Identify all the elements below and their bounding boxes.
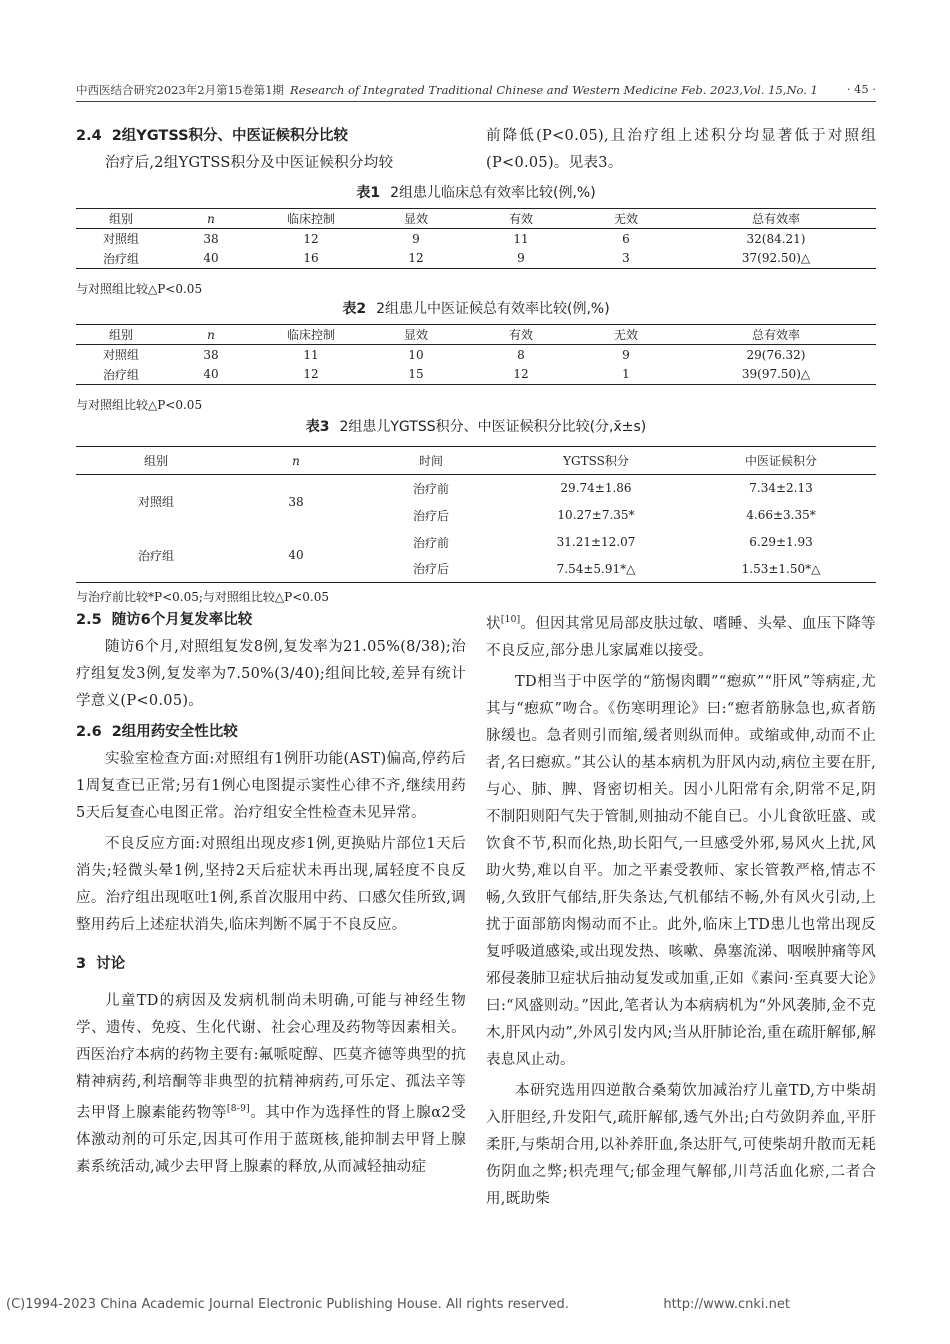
cell: 治疗前 (412, 535, 449, 550)
cell: 32(84.21) (746, 231, 806, 246)
footer-url: http://www.cnki.net (663, 1297, 790, 1312)
cell: 9 (517, 251, 525, 266)
table-1-block (76, 182, 876, 299)
col-header: 总有效率 (751, 328, 800, 342)
cell: 治疗后 (412, 562, 449, 577)
cell: 16 (303, 251, 319, 266)
cell: 7.34±2.13 (749, 481, 813, 496)
citation-ref: [10] (500, 615, 521, 625)
cell: 39(97.50)△ (741, 367, 811, 382)
citation-ref: [8-9] (226, 1104, 250, 1114)
col-header: n (207, 211, 215, 226)
cell: 40 (203, 367, 219, 382)
table-2 (76, 324, 876, 385)
col-header: 显效 (403, 212, 428, 226)
table-note: 与对照组比较△P<0.05 (76, 282, 203, 296)
cell: 38 (203, 231, 219, 246)
section-number: 3 (76, 956, 87, 972)
cell: 对照组 (102, 232, 139, 247)
col-header: 时间 (418, 454, 443, 468)
table-title: 2组患儿中医证候总有效率比较(例,%) (376, 301, 610, 317)
section-heading (76, 951, 466, 978)
paragraph: 治疗后,2组YGTSS积分及中医证候积分均较 (105, 155, 394, 171)
cell: 10.27±7.35* (557, 508, 635, 522)
cell: 12 (303, 231, 319, 246)
cell: 对照组 (102, 348, 139, 363)
n-cell: 38 (288, 494, 304, 509)
cell: 11 (513, 231, 529, 246)
cell: 治疗组 (102, 367, 139, 382)
cell: 4.66±3.35* (746, 508, 816, 522)
section-title: 随访6个月复发率比较 (111, 612, 253, 628)
table-caption (76, 298, 876, 320)
paragraph-text: 。其中作为选择性的肾上腺α2受体激动剂的可乐定,因其可作用于蓝斑核,能抑制去甲肾上腺素系统活动,减少去甲肾上腺素的释放,从而减轻抽动症 (76, 1104, 466, 1175)
section-number: 2.5 (76, 612, 102, 628)
paragraph: 本研究选用四逆散合桑菊饮加减治疗儿童TD,方中柴胡入肝胆经,升发阳气,疏肝解郁,透气外出;白芍敛阴养血,平肝柔肝,与柴胡合用,以补养肝血,条达肝气,可使柴胡升散而无耗伤阴血之弊;枳壳理气;郁金理气解郁,川芎活血化瘀,二者合用,既助柴 (486, 1082, 876, 1207)
table-row (76, 345, 876, 365)
table-title: 2组患儿YGTSS积分、中医证候积分比较(分,x̄±s) (339, 419, 647, 435)
section-title: 讨论 (96, 956, 126, 972)
paragraph: 前降低(P<0.05),且治疗组上述积分均显著低于对照组(P<0.05)。见表3。 (486, 128, 876, 171)
table-note: 与治疗前比较*P<0.05;与对照组比较△P<0.05 (76, 590, 329, 604)
table-caption (76, 182, 876, 204)
cell: 12 (513, 367, 529, 382)
paragraph: 随访6个月,对照组复发8例,复发率为21.05%(8/38);治疗组复发3例,复发率为7.50%(3/40);组间比较,差异有统计学意义(P<0.05)。 (76, 639, 466, 709)
copyright-text: (C)1994-2023 China Academic Journal Electronic Publishing House. All rights reserved. (6, 1297, 569, 1312)
table-row (76, 529, 876, 556)
table-2-block (76, 298, 876, 415)
col-header: n (207, 327, 215, 342)
section-heading (76, 607, 466, 634)
paragraph: 不良反应方面:对照组出现皮疹1例,更换贴片部位1天后消失;轻微头晕1例,坚持2天后症状未再出现,属轻度不良反应。治疗组出现呕吐1例,系首次服用中药、口感欠佳所致,调整用药后上述症状消失,临床判断不属于不良反应。 (76, 836, 466, 933)
table-caption (76, 416, 876, 438)
table-note: 与对照组比较△P<0.05 (76, 398, 203, 412)
cell: 9 (622, 347, 630, 362)
journal-citation (76, 82, 818, 98)
col-header: 临床控制 (286, 328, 335, 342)
paragraph (486, 607, 876, 665)
journal-title-en: Research of Integrated Traditional Chinese and Western Medicine Feb. 2023,Vol. 15,No. 1 (290, 83, 818, 97)
paragraph: 实验室检查方面:对照组有1例肝功能(AST)偏高,停药后1周复查已正常;另有1例心电图提示窦性心律不齐,继续用药5天后复查心电图正常。治疗组安全性检查未见异常。 (76, 751, 466, 821)
section-number: 2.6 (76, 724, 102, 740)
cell: 40 (203, 251, 219, 266)
cell: 29.74±1.86 (560, 481, 632, 496)
group-cell: 治疗组 (137, 548, 174, 563)
table-title: 2组患儿临床总有效率比较(例,%) (390, 185, 596, 201)
cell: 治疗组 (102, 251, 139, 266)
left-column (76, 607, 466, 1181)
cell: 38 (203, 347, 219, 362)
section-2-4-left (76, 123, 466, 177)
col-header: 组别 (143, 454, 168, 468)
header-divider (76, 101, 876, 102)
cell: 37(92.50)△ (741, 251, 811, 266)
col-header: 组别 (108, 212, 133, 226)
paragraph: TD相当于中医学的“筋惕肉瞤”“瘛疭”“肝风”等病症,尤其与“瘛疭”吻合。《伤寒明理论》曰:“瘛者筋脉急也,疭者筋脉缓也。急者则引而缩,缓者则纵而伸。或缩或伸,动而不止者,名曰瘛疭。”其公认的基本病机为肝风内动,病位主要在肝,与心、肺、脾、肾密切相关。因小儿阳常有余,阴常不足,阴不制阳则阳气失于管制,则抽动不能自已。小儿食欲旺盛、或饮食不节,积而化热,助长阳气,一旦感受外邪,易风火上扰,风助火势,难以自平。加之平素受教师、家长管教严格,情志不畅,久致肝气郁结,肝失条达,气机郁结不畅,外有风火引动,上扰于面部筋肉惕动而不止。此外,临床上TD患儿也常出现反复呼吸道感染,或出现发热、咳嗽、鼻塞流涕、咽喉肿痛等风邪侵袭肺卫症状后抽动复发或加重,正如《素问·至真要大论》曰:“风盛则动。”因此,笔者认为本病病机为“外风袭肺,金不克木,肝风内动”,外风引发内风;当从肝肺论治,重在疏肝解郁,解表息风止动。 (486, 673, 876, 1068)
cell: 6.29±1.93 (749, 535, 813, 549)
page-number: · 45 · (846, 82, 876, 96)
cell: 1 (622, 367, 630, 382)
col-header: 无效 (613, 328, 638, 342)
table-row (76, 365, 876, 385)
cell: 10 (408, 347, 424, 362)
cell: 29(76.32) (746, 347, 806, 362)
col-header: 无效 (613, 212, 638, 226)
cell: 治疗后 (412, 508, 449, 523)
section-title: 2组YGTSS积分、中医证候积分比较 (111, 128, 349, 144)
paragraph (76, 988, 466, 1181)
col-header: 中医证候积分 (744, 454, 817, 468)
col-header: 有效 (508, 212, 533, 226)
cell: 12 (408, 251, 424, 266)
section-heading (76, 719, 466, 746)
table-label: 表1 (356, 185, 381, 201)
section-number: 2.4 (76, 128, 102, 144)
table-row (76, 229, 876, 249)
table-row (76, 475, 876, 502)
cell: 12 (303, 367, 319, 382)
table-3-block (76, 416, 876, 607)
section-heading (76, 123, 466, 150)
journal-title-cn: 中西医结合研究2023年2月第15卷第1期 (76, 83, 285, 97)
table-label: 表2 (342, 301, 367, 317)
cell: 15 (408, 367, 424, 382)
group-cell: 对照组 (137, 495, 174, 510)
col-header: 显效 (403, 328, 428, 342)
right-column (486, 607, 876, 1213)
paragraph-text: 。但因其常见局部皮肤过敏、嗜睡、头晕、血压下降等不良反应,部分患儿家属难以接受。 (486, 615, 876, 659)
section-title: 2组用药安全性比较 (111, 724, 238, 740)
cell: 11 (303, 347, 319, 362)
section-2-4-right (486, 123, 876, 177)
paragraph-text: 儿童TD的病因及发病机制尚未明确,可能与神经生物学、遗传、免疫、生化代谢、社会心理及药物等因素相关。西医治疗本病的药物主要有:氟哌啶醇、匹莫齐德等典型的抗精神病药,利培酮等非典型的抗精神病药,可乐定、孤法辛等去甲肾上腺素能药物等 (76, 993, 466, 1121)
col-header: n (292, 453, 300, 468)
cell: 8 (517, 347, 525, 362)
cell: 6 (622, 231, 630, 246)
col-header: 组别 (108, 328, 133, 342)
paragraph-text: 状 (486, 615, 501, 632)
table-label: 表3 (305, 419, 330, 435)
n-cell: 40 (288, 548, 304, 563)
cell: 1.53±1.50*△ (741, 561, 821, 576)
col-header: YGTSS积分 (563, 454, 629, 468)
cell: 3 (622, 251, 630, 266)
cell: 治疗前 (412, 481, 449, 496)
cell: 31.21±12.07 (556, 535, 636, 549)
table-1 (76, 208, 876, 269)
cell: 7.54±5.91*△ (556, 561, 636, 576)
cell: 9 (412, 231, 420, 246)
col-header: 临床控制 (286, 212, 335, 226)
table-row (76, 249, 876, 269)
col-header: 总有效率 (751, 212, 800, 226)
table-3 (76, 446, 876, 583)
col-header: 有效 (508, 328, 533, 342)
